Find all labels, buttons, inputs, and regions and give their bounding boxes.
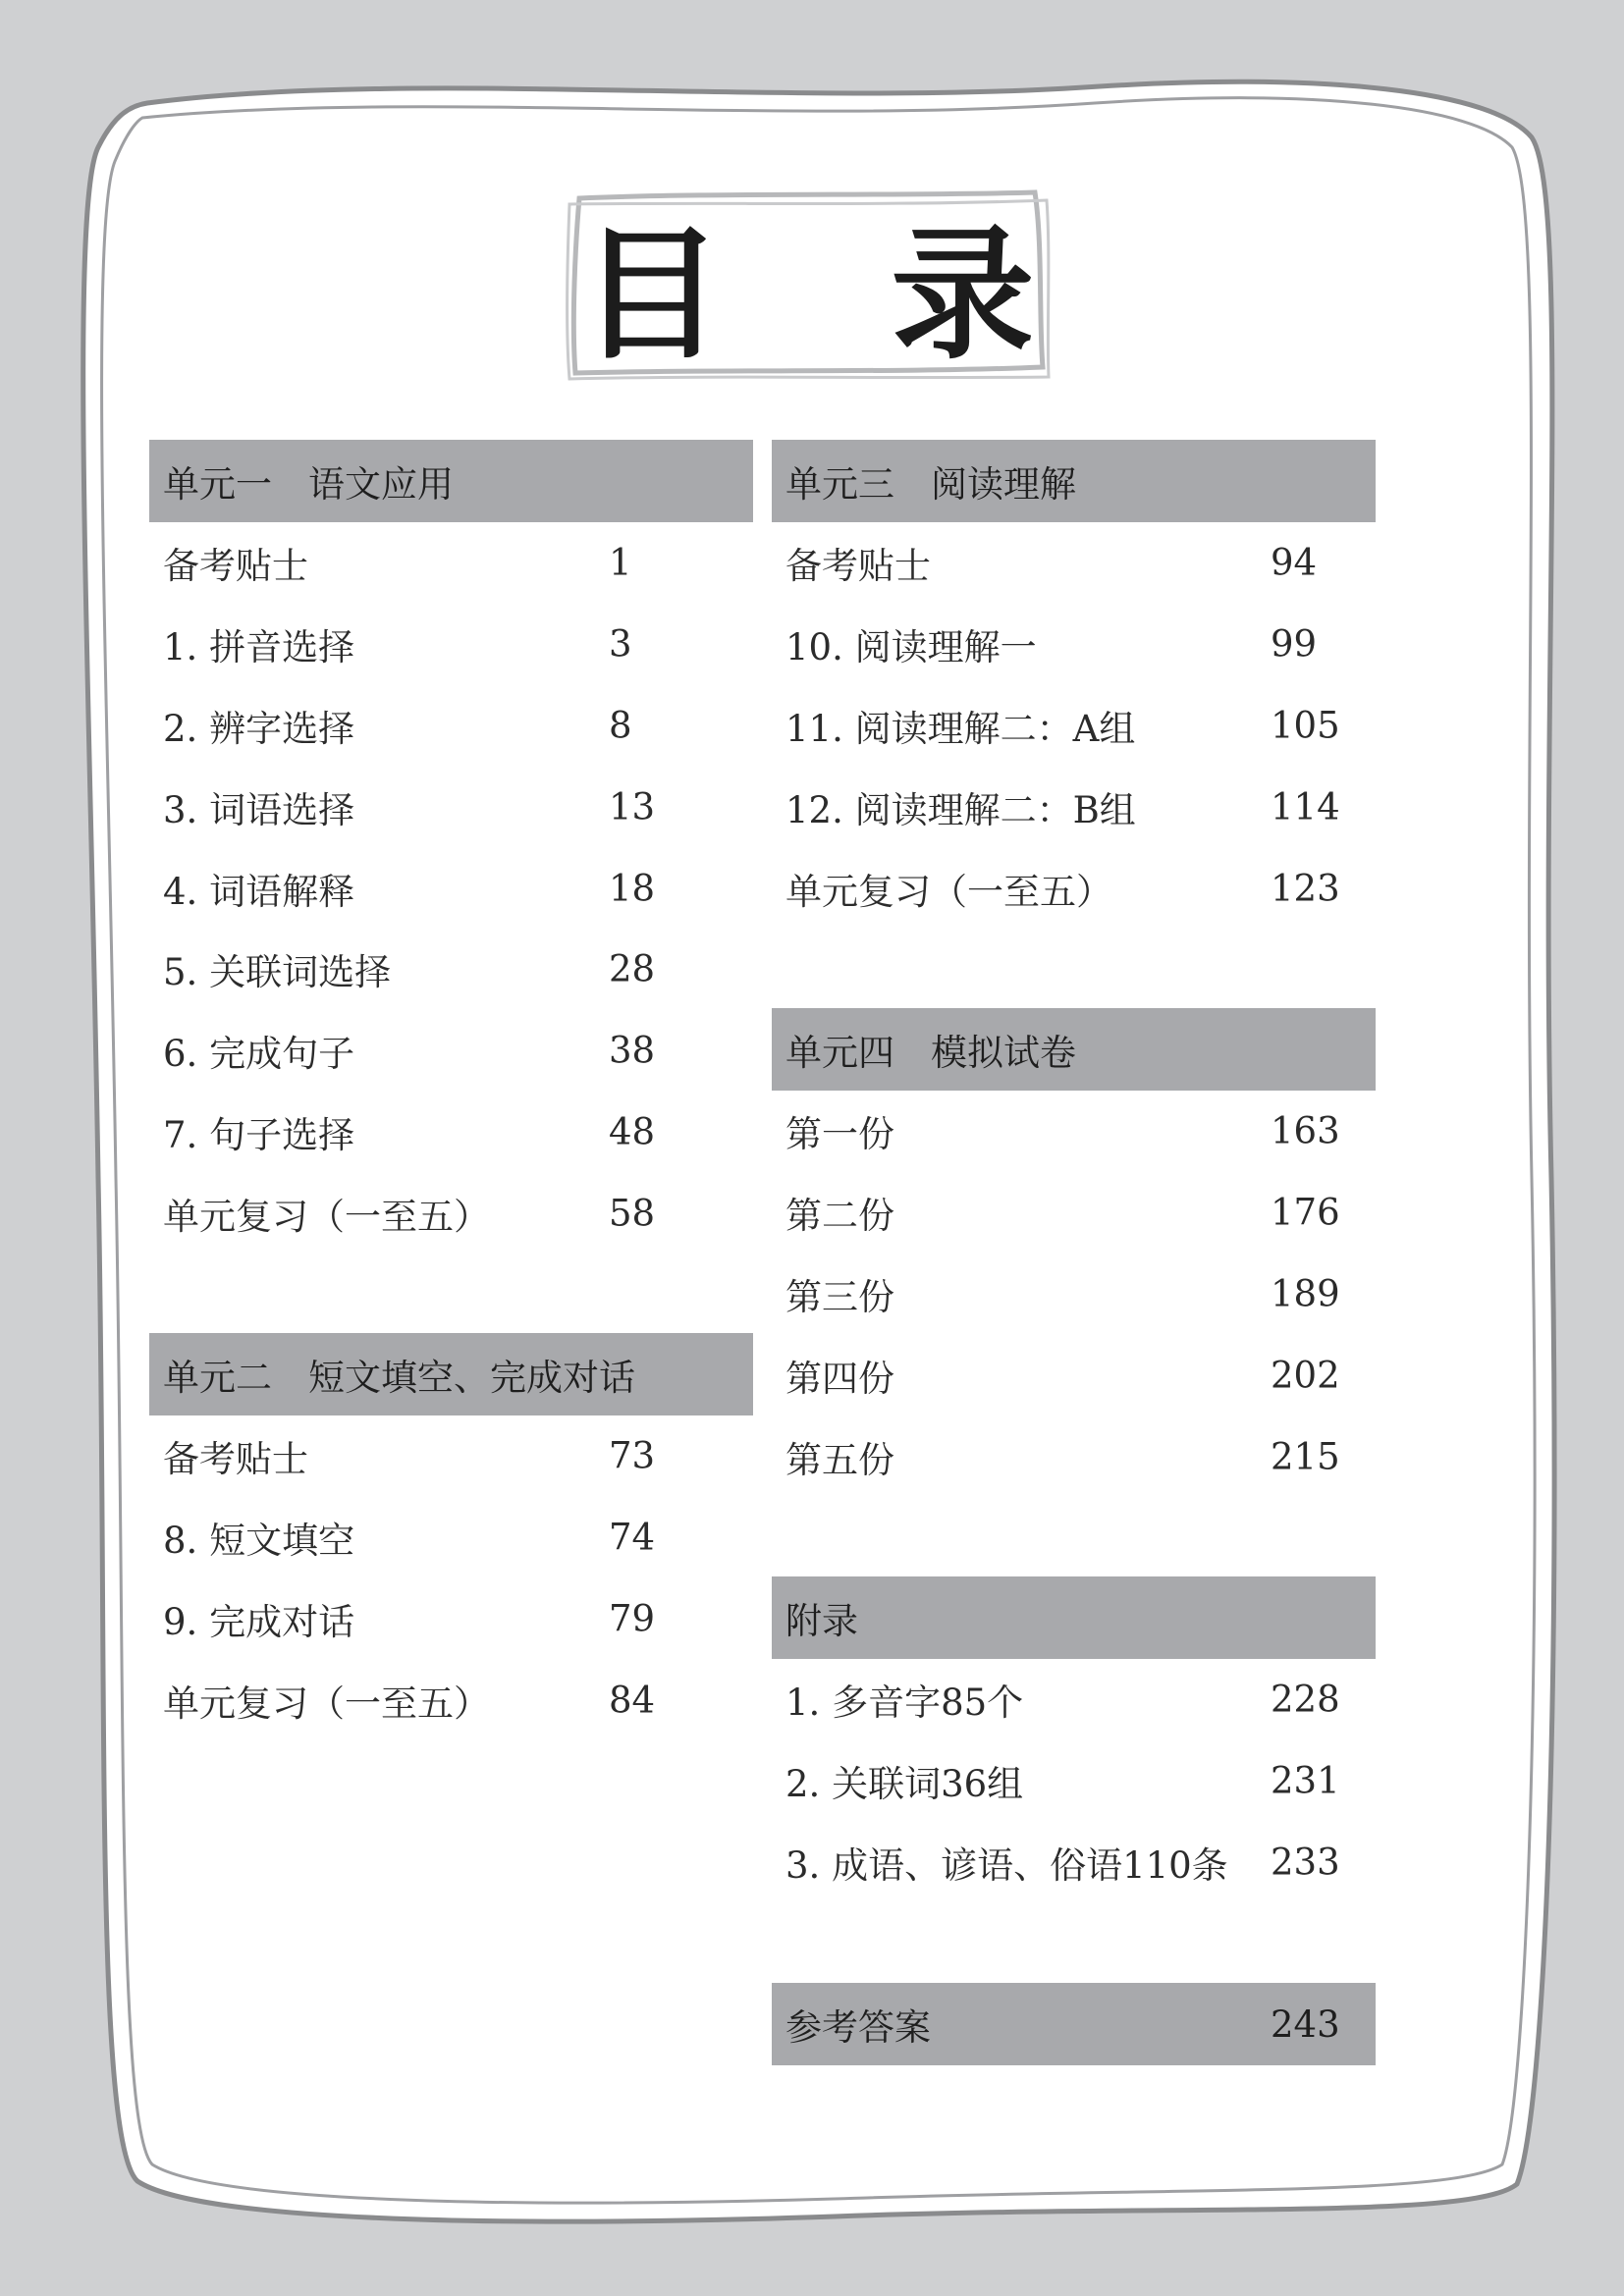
toc-entry[interactable]: 11. 阅读理解二：A组 105 xyxy=(785,704,1340,750)
toc-entry[interactable]: 单元复习（一至五） 123 xyxy=(785,867,1340,913)
page-number: 215 xyxy=(1271,1435,1340,1478)
toc-entry[interactable]: 10. 阅读理解一 99 xyxy=(785,622,1318,669)
toc-entry[interactable]: 备考贴士 73 xyxy=(163,1434,656,1481)
page-number: 1 xyxy=(609,541,632,584)
toc-entry[interactable]: 第三份 189 xyxy=(785,1272,1340,1318)
unit-3-section xyxy=(772,440,1376,929)
toc-entry[interactable]: 第五份 215 xyxy=(785,1435,1340,1481)
toc-entry[interactable]: 2. 关联词36组 231 xyxy=(785,1759,1340,1806)
page-number: 123 xyxy=(1271,867,1340,910)
page-number: 94 xyxy=(1271,541,1318,584)
page-number: 74 xyxy=(609,1516,656,1559)
page-number: 18 xyxy=(609,867,656,910)
page-number: 84 xyxy=(609,1679,656,1722)
toc-entry[interactable]: 4. 词语解释 18 xyxy=(163,867,656,913)
appendix-heading: 附录 xyxy=(772,1576,1376,1659)
toc-entry[interactable]: 备考贴士 94 xyxy=(785,541,1318,588)
toc-entry[interactable]: 单元复习（一至五） 84 xyxy=(163,1679,656,1725)
page-number: 73 xyxy=(609,1434,656,1477)
unit-2-section xyxy=(149,1333,753,1740)
page-number: 48 xyxy=(609,1110,656,1153)
page-number: 233 xyxy=(1271,1841,1340,1884)
toc-entry[interactable]: 12. 阅读理解二：B组 114 xyxy=(785,785,1340,831)
answers-label: 参考答案 xyxy=(785,2006,931,2049)
page-number: 99 xyxy=(1271,622,1318,666)
toc-entry[interactable]: 3. 词语选择 13 xyxy=(163,785,656,831)
toc-entry[interactable]: 1. 拼音选择 3 xyxy=(163,622,632,669)
unit-4-heading: 单元四 模拟试卷 xyxy=(772,1008,1376,1091)
answers-section xyxy=(772,1983,1376,2065)
page-number: 243 xyxy=(1271,2002,1340,2046)
toc-entry[interactable]: 5. 关联词选择 28 xyxy=(163,947,656,994)
toc-entry[interactable]: 2. 辨字选择 8 xyxy=(163,704,632,750)
page-number: 79 xyxy=(609,1597,656,1640)
toc-entry[interactable]: 7. 句子选择 48 xyxy=(163,1110,656,1156)
page-number: 114 xyxy=(1271,785,1340,828)
page-number: 163 xyxy=(1271,1109,1340,1152)
page-number: 105 xyxy=(1271,704,1340,747)
toc-entry[interactable]: 单元复习（一至五） 58 xyxy=(163,1192,656,1238)
page-number: 228 xyxy=(1271,1678,1340,1721)
page-number: 8 xyxy=(609,704,632,747)
page-number: 231 xyxy=(1271,1759,1340,1802)
toc-entry[interactable]: 8. 短文填空 74 xyxy=(163,1516,656,1563)
toc-entry[interactable]: 1. 多音字85个 228 xyxy=(785,1678,1340,1725)
toc-entry[interactable]: 备考贴士 1 xyxy=(163,541,632,588)
page-number: 3 xyxy=(609,622,632,666)
page-number: 13 xyxy=(609,785,656,828)
page-number: 28 xyxy=(609,947,656,990)
page-title: 目 录 xyxy=(579,212,1094,379)
page-number: 176 xyxy=(1271,1191,1340,1234)
toc-entry[interactable]: 第二份 176 xyxy=(785,1191,1340,1238)
toc-entry[interactable]: 3. 成语、谚语、俗语110条 233 xyxy=(785,1841,1340,1887)
toc-entry[interactable]: 9. 完成对话 79 xyxy=(163,1597,656,1643)
appendix-section xyxy=(772,1576,1376,1902)
page-number: 38 xyxy=(609,1029,656,1072)
toc-entry[interactable]: 第四份 202 xyxy=(785,1354,1340,1400)
toc-entry[interactable]: 第一份 163 xyxy=(785,1109,1340,1156)
toc-entry[interactable]: 6. 完成句子 38 xyxy=(163,1029,656,1076)
unit-4-section xyxy=(772,1008,1376,1497)
unit-1-section xyxy=(149,440,753,1254)
page-number: 202 xyxy=(1271,1354,1340,1397)
title-box xyxy=(562,185,1094,381)
unit-1-heading: 单元一 语文应用 xyxy=(149,440,753,522)
unit-2-heading: 单元二 短文填空、完成对话 xyxy=(149,1333,753,1415)
unit-3-heading: 单元三 阅读理解 xyxy=(772,440,1376,522)
page-number: 58 xyxy=(609,1192,656,1235)
answers-heading[interactable] xyxy=(772,1983,1376,2065)
page-number: 189 xyxy=(1271,1272,1340,1315)
